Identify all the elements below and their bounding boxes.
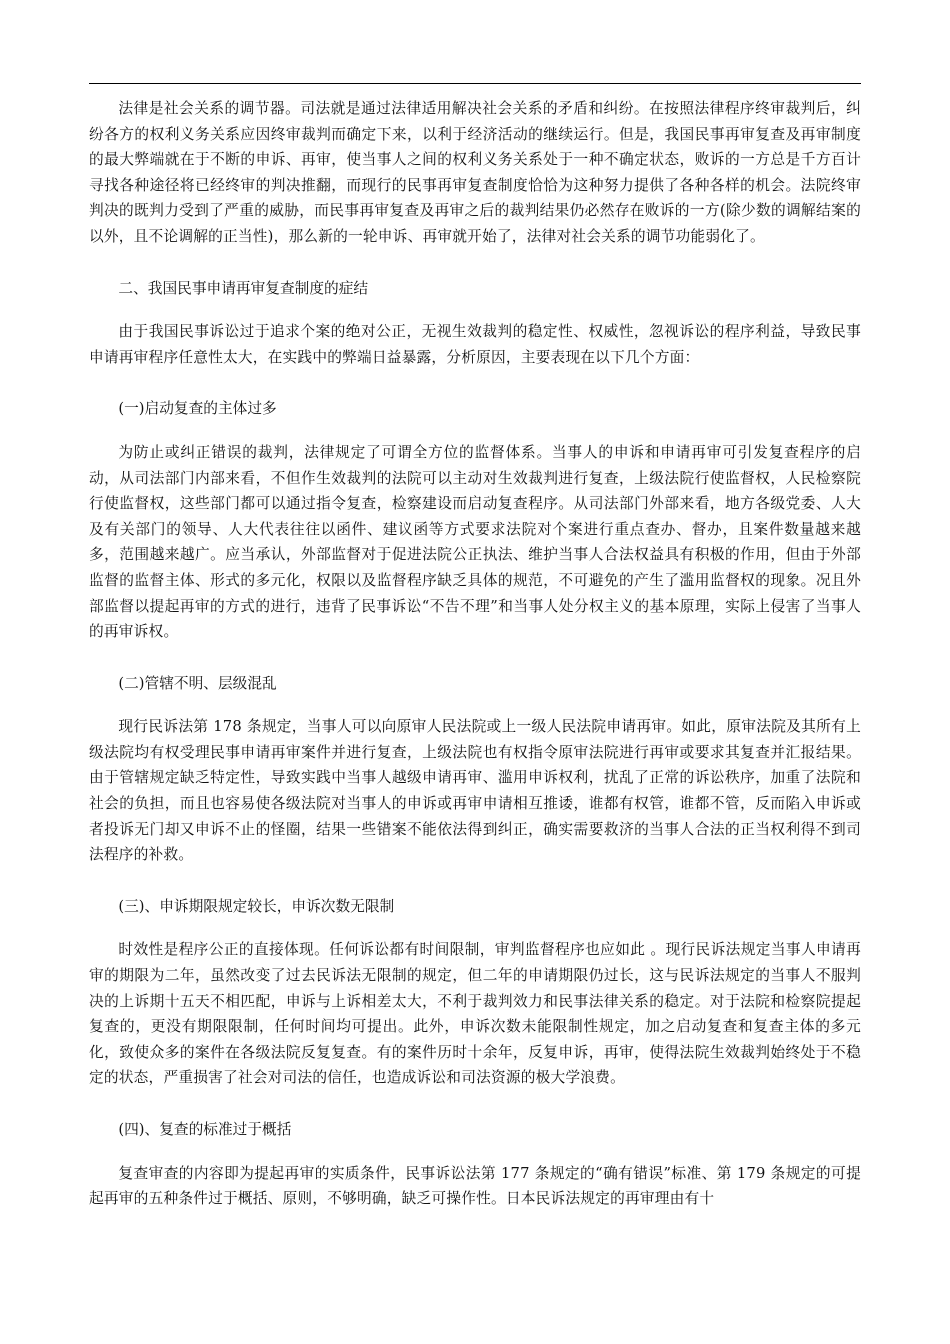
section-heading: (一)启动复查的主体过多 [118, 400, 277, 418]
document-body [89, 96, 861, 1212]
section-heading: 二、我国民事申请再审复查制度的症结 [118, 279, 369, 297]
paragraph: 现行民诉法第 178 条规定，当事人可以向原审人民法院或上一级人民法院申请再审。如此，原审法院及其所有上级法院均有权受理民事申请再审案件并进行复查，上级法院也有权指令原审法院进行再审或要求其复查并汇报结果。由于管辖规定缺乏特定性，导致实践中当事人越级申请再审、滥用申诉权利，扰乱了正常的诉讼秩序，加重了法院和社会的负担，而且也容易使各级法院对当事人的申诉或再审申请相互推诿，谁都有权管，谁都不管，反而陷入申诉或者投诉无门却又申诉不止的怪圈，结果一些错案不能依法得到纠正，确实需要救济的当事人合法的正当权利得不到司法程序的补救。 [89, 718, 861, 864]
paragraph: 时效性是程序公正的直接体现。任何诉讼都有时间限制，审判监督程序也应如此 。现行民诉法规定当事人申请再审的期限为二年，虽然改变了过去民诉法无限制的规定，但二年的申请期限仍过长，这与民诉法规定的当事人不服判决的上诉期十五天不相匹配，申诉与上诉相差太大，不利于裁判效力和民事法律关系的稳定。对于法院和检察院提起复查的，更没有期限限制，任何时间均可提出。此外，申诉次数未能限制性规定，加之启动复查和复查主体的多元化，致使众多的案件在各级法院反复复查。有的案件历时十余年，反复申诉，再审，使得法院生效裁判始终处于不稳定的状态，严重损害了社会对司法的信任，也造成诉讼和司法资源的极大学浪费。 [89, 941, 861, 1087]
paragraph: 由于我国民事诉讼过于追求个案的绝对公正，无视生效裁判的稳定性、权威性，忽视诉讼的程序利益，导致民事申请再审程序任意性太大，在实践中的弊端日益暴露，分析原因，主要表现在以下几个方面： [89, 323, 861, 366]
section-heading: (二)管辖不明、层级混乱 [118, 674, 277, 692]
paragraph: 为防止或纠正错误的裁判，法律规定了可谓全方位的监督体系。当事人的申诉和申请再审可引发复查程序的启动，从司法部门内部来看，不但作生效裁判的法院可以主动对生效裁判进行复查，上级法院行使监督权，人民检察院行使监督权，这些部门都可以通过指令复查，检察建设而启动复查程序。从司法部门外部来看，地方各级党委、人大及有关部门的领导、人大代表往往以函件、建议函等方式要求法院对个案进行重点查办、督办，且案件数量越来越多，范围越来越广。应当承认，外部监督对于促进法院公正执法、维护当事人合法权益具有积极的作用，但由于外部监督的监督主体、形式的多元化，权限以及监督程序缺乏具体的规范，不可避免的产生了滥用监督权的现象。况且外部监督以提起再审的方式的进行，违背了民事诉讼“不告不理”和当事人处分权主义的基本原理，实际上侵害了当事人的再审诉权。 [89, 443, 861, 641]
paragraph: 复查审查的内容即为提起再审的实质条件，民事诉讼法第 177 条规定的“确有错误”标准、第 179 条规定的可提起再审的五种条件过于概括、原则，不够明确，缺乏可操作性。日本民诉法规定的再审理由有十 [89, 1164, 861, 1208]
section-heading: (三)、申诉期限规定较长，申诉次数无限制 [118, 897, 395, 915]
section-heading: (四)、复查的标准过于概括 [118, 1121, 292, 1138]
paragraph: 法律是社会关系的调节器。司法就是通过法律适用解决社会关系的矛盾和纠纷。在按照法律程序终审裁判后，纠纷各方的权利义务关系应因终审裁判而确定下来，以利于经济活动的继续运行。但是，我国民事再审复查及再审制度的最大弊端就在于不断的申诉、再审，使当事人之间的权利义务关系处于一种不确定状态，败诉的一方总是千方百计寻找各种途径将已经终审的判决推翻，而现行的民事再审复查制度恰恰为这种努力提供了各种各样的机会。法院终审判决的既判力受到了严重的威胁，而民事再审复查及再审之后的裁判结果仍必然存在败诉的一方(除少数的调解结案的以外，且不论调解的正当性)，那么新的一轮申诉、再审就开始了，法律对社会关系的调节功能弱化了。 [89, 100, 861, 245]
header-rule [89, 83, 861, 84]
